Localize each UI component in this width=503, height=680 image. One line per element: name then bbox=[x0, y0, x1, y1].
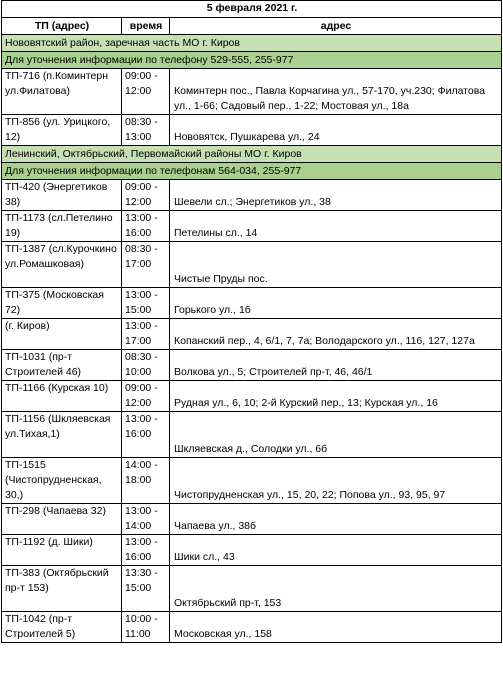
section-region-row bbox=[2, 35, 502, 52]
tp-cell: ТП-383 (Октябрьский пр-т 153) bbox=[2, 566, 122, 612]
address-cell: Октябрьский пр-т, 153 bbox=[170, 566, 502, 612]
time-start: 13:00 - bbox=[125, 289, 158, 301]
time-start: 13:00 - bbox=[125, 320, 158, 332]
table-row bbox=[2, 319, 502, 350]
table-row bbox=[2, 69, 502, 115]
table-row bbox=[2, 350, 502, 381]
tp-cell: ТП-1166 (Курская 10) bbox=[2, 381, 122, 412]
time-end: 13:00 bbox=[125, 131, 152, 143]
address-cell: Нововятск, Пушкарева ул., 24 bbox=[170, 115, 502, 146]
time-end: 16:00 bbox=[125, 551, 152, 563]
table-row bbox=[2, 458, 502, 504]
time-end: 12:00 bbox=[125, 196, 152, 208]
time-cell bbox=[122, 211, 170, 242]
time-start: 13:00 - bbox=[125, 505, 158, 517]
time-end: 14:00 bbox=[125, 520, 152, 532]
section-region-row bbox=[2, 146, 502, 163]
time-cell bbox=[122, 288, 170, 319]
table-row bbox=[2, 288, 502, 319]
tp-cell: ТП-420 (Энергетиков 38) bbox=[2, 180, 122, 211]
address-cell: Шики сл., 43 bbox=[170, 535, 502, 566]
address-cell: Чистые Пруды пос. bbox=[170, 242, 502, 288]
time-start: 08:30 - bbox=[125, 351, 158, 363]
table-row bbox=[2, 211, 502, 242]
tp-cell: ТП-1156 (Шкляевская ул.Тихая,1) bbox=[2, 412, 122, 458]
time-cell bbox=[122, 412, 170, 458]
tp-cell: ТП-716 (п.Коминтерн ул.Филатова) bbox=[2, 69, 122, 115]
time-end: 12:00 bbox=[125, 397, 152, 409]
section-phone-row bbox=[2, 163, 502, 180]
time-start: 13:00 - bbox=[125, 413, 158, 425]
section-phone-row bbox=[2, 52, 502, 69]
title-row bbox=[2, 1, 502, 18]
time-cell bbox=[122, 458, 170, 504]
table-row bbox=[2, 115, 502, 146]
section-region: Ленинский, Октябрьский, Первомайский районы МО г. Киров bbox=[2, 146, 502, 163]
table-row bbox=[2, 504, 502, 535]
header-tp: ТП (адрес) bbox=[2, 18, 122, 35]
time-cell bbox=[122, 381, 170, 412]
time-cell bbox=[122, 319, 170, 350]
time-start: 10:00 - bbox=[125, 613, 158, 625]
time-end: 17:00 bbox=[125, 335, 152, 347]
table-row bbox=[2, 535, 502, 566]
schedule-date-title: 5 февраля 2021 г. bbox=[2, 1, 502, 18]
table-row bbox=[2, 566, 502, 612]
time-end: 12:00 bbox=[125, 85, 152, 97]
address-cell: Коминтерн пос., Павла Корчагина ул., 57-170, уч.230; Филатова ул., 1-66; Садовый пер., 1-22; Мостовая ул., 18а bbox=[170, 69, 502, 115]
time-start: 13:00 - bbox=[125, 212, 158, 224]
time-cell bbox=[122, 566, 170, 612]
address-cell: Шкляевская д., Солодки ул., 6б bbox=[170, 412, 502, 458]
table-row bbox=[2, 612, 502, 643]
time-cell bbox=[122, 350, 170, 381]
address-cell: Горького ул., 1б bbox=[170, 288, 502, 319]
table-row bbox=[2, 242, 502, 288]
tp-cell: ТП-375 (Московская 72) bbox=[2, 288, 122, 319]
header-address: адрес bbox=[170, 18, 502, 35]
time-cell bbox=[122, 115, 170, 146]
section-phone-note: Для уточнения информации по телефону 529-555, 255-977 bbox=[2, 52, 502, 69]
tp-cell: ТП-1031 (пр-т Строителей 46) bbox=[2, 350, 122, 381]
time-end: 17:00 bbox=[125, 258, 152, 270]
table-row bbox=[2, 180, 502, 211]
tp-cell: ТП-1387 (сл.Курочкино ул.Ромашковая) bbox=[2, 242, 122, 288]
tp-cell: ТП-1192 (д. Шики) bbox=[2, 535, 122, 566]
address-cell: Петелины сл., 14 bbox=[170, 211, 502, 242]
tp-cell: ТП-1173 (сл.Петелино 19) bbox=[2, 211, 122, 242]
time-start: 09:00 - bbox=[125, 382, 158, 394]
address-cell: Чистопрудненская ул., 15, 20, 22; Попова ул., 93, 95, 97 bbox=[170, 458, 502, 504]
tp-cell: ТП-298 (Чапаева 32) bbox=[2, 504, 122, 535]
tp-cell: ТП-856 (ул. Урицкого, 12) bbox=[2, 115, 122, 146]
time-end: 15:00 bbox=[125, 304, 152, 316]
time-end: 16:00 bbox=[125, 428, 152, 440]
time-start: 08:30 - bbox=[125, 243, 158, 255]
time-start: 09:00 - bbox=[125, 70, 158, 82]
header-time: время bbox=[122, 18, 170, 35]
tp-cell: (г. Киров) bbox=[2, 319, 122, 350]
time-end: 11:00 bbox=[125, 628, 151, 640]
address-cell: Копанский пер., 4, 6/1, 7, 7а; Володарского ул., 116, 127, 127а bbox=[170, 319, 502, 350]
address-cell: Чапаева ул., 38б bbox=[170, 504, 502, 535]
address-cell: Волкова ул., 5; Строителей пр-т, 46, 46/1 bbox=[170, 350, 502, 381]
time-end: 15:00 bbox=[125, 582, 152, 594]
outage-schedule-table bbox=[1, 0, 502, 643]
tp-cell: ТП-1515 (Чистопрудненская, 30,) bbox=[2, 458, 122, 504]
time-cell bbox=[122, 180, 170, 211]
section-phone-note: Для уточнения информации по телефонам 564-034, 255-977 bbox=[2, 163, 502, 180]
time-cell bbox=[122, 69, 170, 115]
table-row bbox=[2, 412, 502, 458]
time-cell bbox=[122, 612, 170, 643]
time-cell bbox=[122, 504, 170, 535]
time-start: 14:00 - bbox=[125, 459, 158, 471]
time-start: 13:00 - bbox=[125, 536, 158, 548]
time-start: 08:30 - bbox=[125, 116, 158, 128]
time-cell bbox=[122, 242, 170, 288]
section-region: Нововятский район, заречная часть МО г. Киров bbox=[2, 35, 502, 52]
time-end: 10:00 bbox=[125, 366, 152, 378]
time-cell bbox=[122, 535, 170, 566]
header-row bbox=[2, 18, 502, 35]
time-start: 09:00 - bbox=[125, 181, 158, 193]
table-row bbox=[2, 381, 502, 412]
time-end: 18:00 bbox=[125, 474, 152, 486]
time-start: 13:30 - bbox=[125, 567, 158, 579]
tp-cell: ТП-1042 (пр-т Строителей 5) bbox=[2, 612, 122, 643]
address-cell: Рудная ул., 6, 10; 2-й Курский пер., 13; Курская ул., 16 bbox=[170, 381, 502, 412]
time-end: 16:00 bbox=[125, 227, 152, 239]
address-cell: Шевели сл.; Энергетиков ул., 38 bbox=[170, 180, 502, 211]
address-cell: Московская ул., 158 bbox=[170, 612, 502, 643]
